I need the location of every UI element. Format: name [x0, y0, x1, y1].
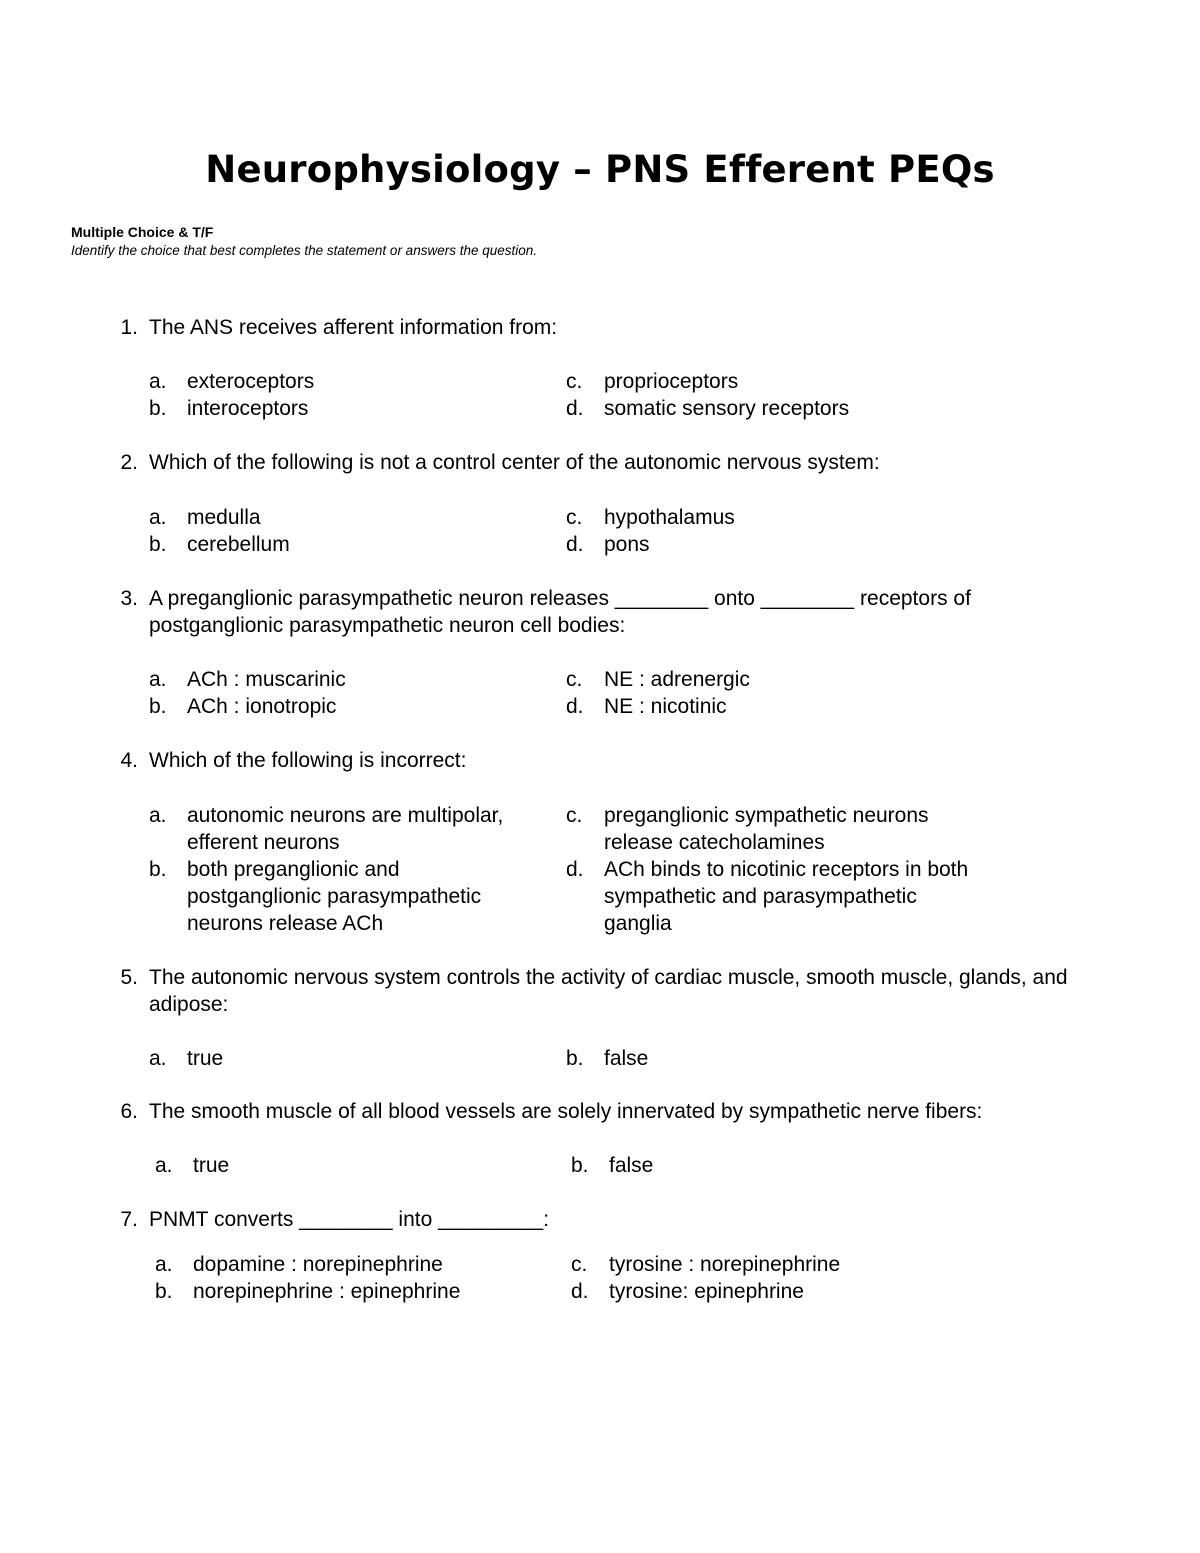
question-text: The autonomic nervous system controls the activity of cardiac muscle, smooth muscle, glands, and adipose:	[149, 966, 1068, 1016]
choice-text: norepinephrine : epinephrine	[193, 1280, 461, 1303]
choice-letter: c.	[566, 804, 583, 827]
question-number: 3.	[120, 587, 138, 610]
question-number: 1.	[120, 316, 138, 339]
choice-text: autonomic neurons are multipolar, efferent neurons	[187, 804, 504, 854]
question-number: 7.	[120, 1208, 138, 1231]
section-heading: Multiple Choice & T/F	[71, 224, 214, 240]
choice-letter: b.	[571, 1154, 589, 1177]
choice-text: tyrosine: epinephrine	[609, 1280, 804, 1303]
question-number: 6.	[120, 1100, 138, 1123]
choice-letter: d.	[566, 695, 584, 718]
document-title: Neurophysiology – PNS Efferent PEQs	[205, 148, 995, 191]
choice-text: false	[604, 1047, 649, 1070]
choice-text: both preganglionic and postganglionic parasympathetic neurons release ACh	[187, 858, 482, 935]
question-number: 5.	[120, 966, 138, 989]
choice-letter: a.	[149, 668, 167, 691]
choice-text: somatic sensory receptors	[604, 397, 850, 420]
choice-letter: b.	[155, 1280, 173, 1303]
choice-letter: c.	[571, 1253, 588, 1276]
choice-text: dopamine : norepinephrine	[193, 1253, 443, 1276]
choice-letter: d.	[566, 397, 584, 420]
choice-text: false	[609, 1154, 654, 1177]
choice-text: medulla	[187, 506, 261, 529]
question-text: PNMT converts ________ into _________:	[149, 1208, 550, 1231]
instructions-text: Identify the choice that best completes the statement or answers the question.	[71, 243, 538, 258]
question-text: The smooth muscle of all blood vessels are solely innervated by sympathetic nerve fibers:	[149, 1100, 983, 1123]
question-text: Which of the following is incorrect:	[149, 749, 467, 772]
question-number: 2.	[120, 451, 138, 474]
choice-text: exteroceptors	[187, 370, 315, 393]
choice-letter: a.	[155, 1154, 173, 1177]
choice-letter: b.	[149, 397, 167, 420]
choice-text: proprioceptors	[604, 370, 739, 393]
choice-text: cerebellum	[187, 533, 290, 556]
choice-text: NE : nicotinic	[604, 695, 727, 718]
choice-letter: c.	[566, 370, 583, 393]
choice-text: ACh : ionotropic	[187, 695, 337, 718]
question-text: Which of the following is not a control center of the autonomic nervous system:	[149, 451, 880, 474]
choice-text: true	[193, 1154, 230, 1177]
choice-letter: a.	[149, 370, 167, 393]
choice-text: preganglionic sympathetic neurons release catecholamines	[604, 804, 929, 854]
choice-text: NE : adrenergic	[604, 668, 750, 691]
choice-letter: b.	[149, 858, 167, 881]
question-text: The ANS receives afferent information from:	[149, 316, 558, 339]
choice-letter: a.	[149, 1047, 167, 1070]
choice-letter: b.	[149, 695, 167, 718]
choice-letter: b.	[149, 533, 167, 556]
choice-text: tyrosine : norepinephrine	[609, 1253, 841, 1276]
choice-text: ACh : muscarinic	[187, 668, 346, 691]
choice-letter: a.	[155, 1253, 173, 1276]
choice-letter: b.	[566, 1047, 584, 1070]
choice-text: pons	[604, 533, 650, 556]
question-number: 4.	[120, 749, 138, 772]
choice-letter: d.	[571, 1280, 589, 1303]
choice-letter: a.	[149, 506, 167, 529]
choice-letter: c.	[566, 668, 583, 691]
choice-text: interoceptors	[187, 397, 309, 420]
choice-text: ACh binds to nicotinic receptors in both sympathetic and parasympathetic ganglia	[604, 858, 969, 935]
choice-letter: d.	[566, 858, 584, 881]
question-text: A preganglionic parasympathetic neuron releases ________ onto ________ receptors of postganglionic parasympathetic neuron cell bodies:	[149, 587, 971, 637]
choice-letter: a.	[149, 804, 167, 827]
choice-letter: d.	[566, 533, 584, 556]
choice-letter: c.	[566, 506, 583, 529]
choice-text: true	[187, 1047, 224, 1070]
choice-text: hypothalamus	[604, 506, 735, 529]
